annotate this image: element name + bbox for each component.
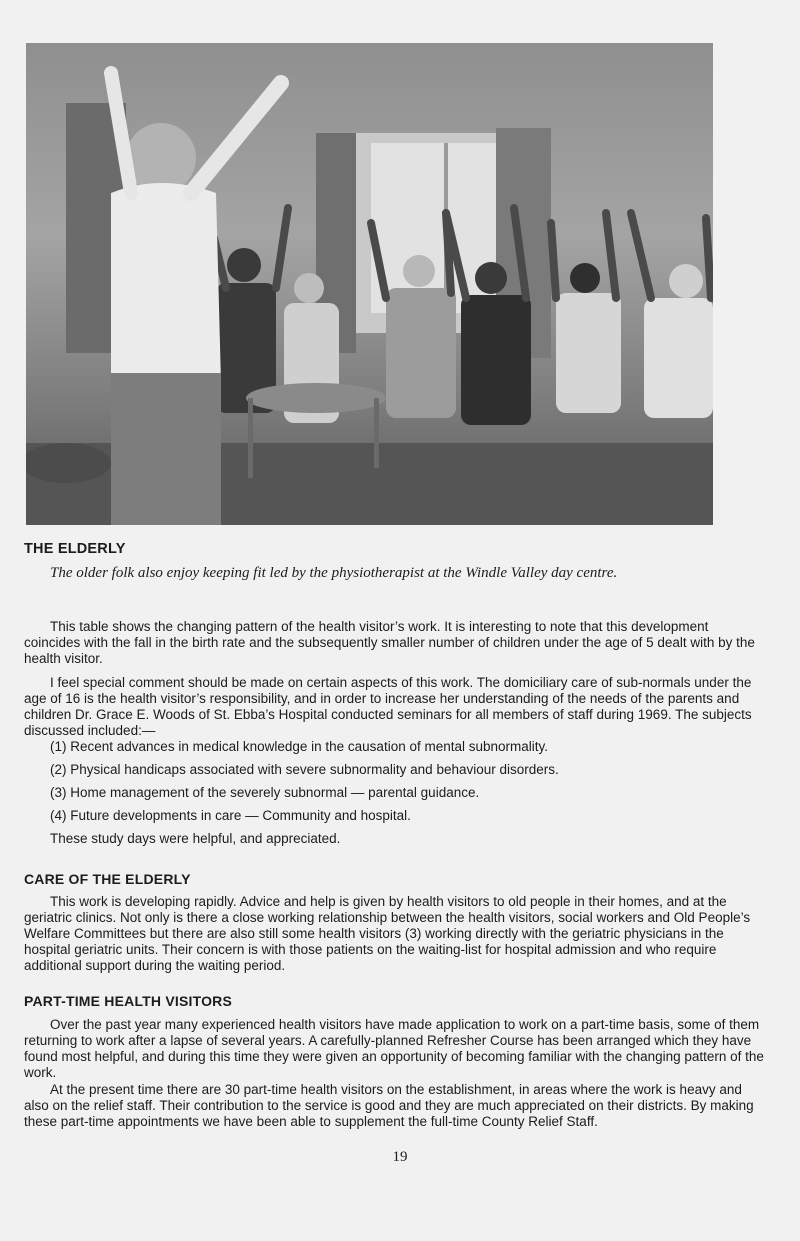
intro-paragraph-1 [24, 619, 766, 667]
care-elderly-paragraph [24, 894, 766, 974]
closing-line: These study days were helpful, and appreciated. [50, 831, 341, 846]
list-item: (4) Future developments in care — Community and hospital. [50, 808, 411, 823]
paragraph-text: Over the past year many experienced health visitors have made application to work on a part-time basis, some of them returning to work after a lapse of several years. A carefully-planned Refresher Course has been arranged which they have found most helpful, and during this time they were given an opportunity of becoming familiar with the changing pattern of the work. [24, 1017, 764, 1080]
paragraph-text: This work is developing rapidly. Advice and help is given by health visitors to old people in their homes, and at the geriatric clinics. Not only is there a close working relationship between the health visitors, social workers and Old People’s Welfare Committees but there are also still some health visitors (3) working directly with the geriatric physicians in the hospital geriatric units. Their concern is with those patients on the waiting-list for hospital admission and who require additional support during the waiting period. [24, 894, 751, 973]
part-time-paragraph-2 [24, 1082, 766, 1130]
list-item: (1) Recent advances in medical knowledge in the causation of mental subnormality. [50, 739, 549, 754]
page-number: 19 [392, 1149, 408, 1165]
section-heading: CARE OF THE ELDERLY [24, 871, 191, 887]
list-item: (3) Home management of the severely subnormal — parental guidance. [50, 785, 480, 800]
paragraph-text: At the present time there are 30 part-time health visitors on the establishment, in areas where the work is heavy and also on the relief staff. Their contribution to the service is good and they are much appreciated on their districts. By making these part-time appointments we have been able to supplement the full-time County Relief Staff. [24, 1082, 754, 1129]
intro-paragraph-2 [24, 675, 766, 739]
paragraph-text: I feel special comment should be made on certain aspects of this work. The domiciliary care of sub-normals under the age of 16 is the health visitor’s responsibility, and in order to increase her understanding of the needs of the parents and children Dr. Grace E. Woods of St. Ebba’s Hospital conducted seminars for all members of staff during 1969. The subjects discussed included:— [24, 675, 752, 738]
photo-caption: The older folk also enjoy keeping fit led by the physiotherapist at the Windle Valley day centre. [50, 565, 618, 581]
exercise-class-photo [26, 43, 713, 525]
list-item: (2) Physical handicaps associated with severe subnormality and behaviour disorders. [50, 762, 559, 777]
subjects-list [50, 739, 559, 854]
caption-title: THE ELDERLY [24, 541, 126, 557]
part-time-paragraph-1 [24, 1017, 766, 1081]
paragraph-text: This table shows the changing pattern of the health visitor’s work. It is interesting to note that this development coincides with the fall in the birth rate and the subsequently smaller number of children under the age of 5 dealt with by the health visitor. [24, 619, 755, 666]
section-heading: PART-TIME HEALTH VISITORS [24, 993, 233, 1009]
